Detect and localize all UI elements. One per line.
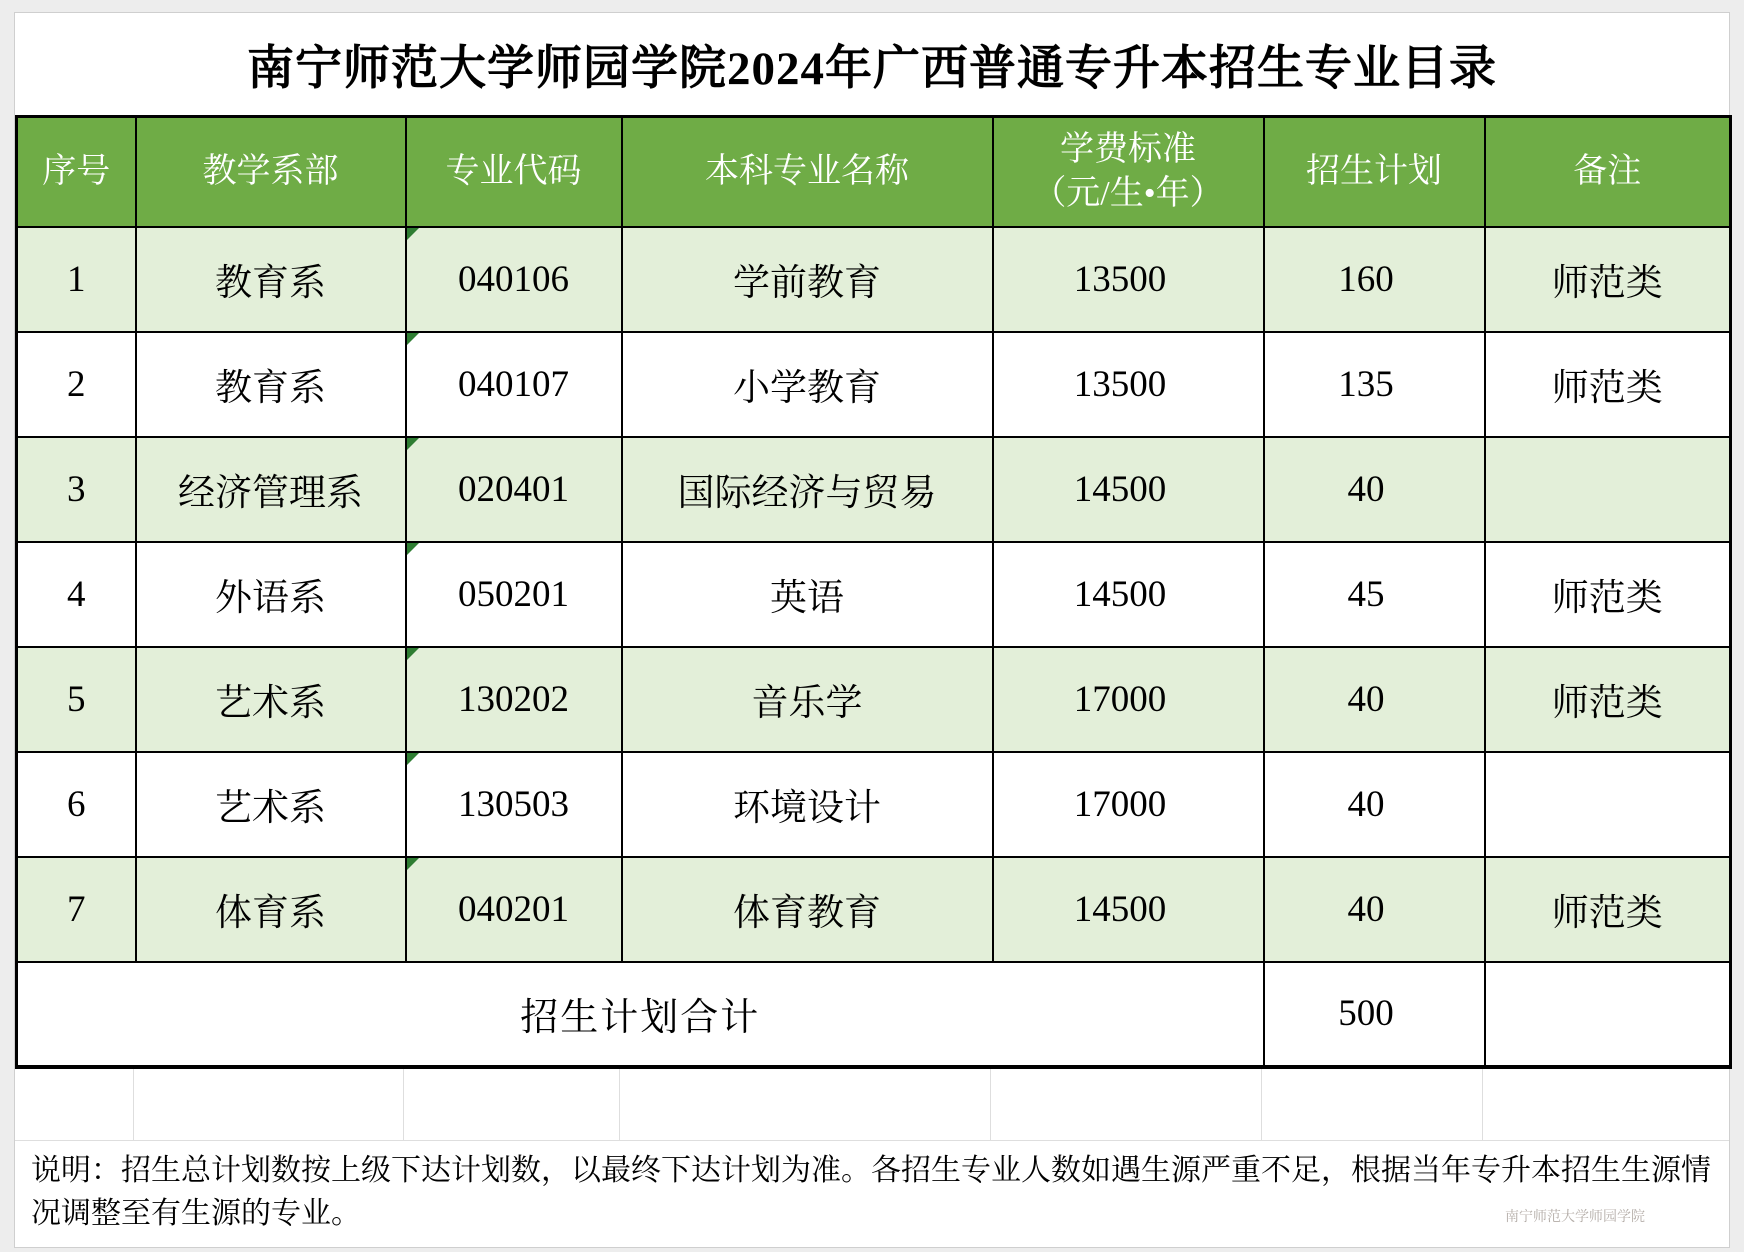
cell-code xyxy=(406,647,622,752)
table-row xyxy=(17,647,1731,752)
cell-major: 体育教育 xyxy=(622,857,993,962)
cell-remark: 师范类 xyxy=(1485,647,1731,752)
cell-code xyxy=(406,227,622,332)
cell-major: 国际经济与贸易 xyxy=(622,437,993,542)
cell-major: 英语 xyxy=(622,542,993,647)
cell-tuition: 17000 xyxy=(993,647,1264,752)
cell-department: 教育系 xyxy=(136,332,406,437)
table-row xyxy=(17,752,1731,857)
empty-gridline-row xyxy=(15,1069,1729,1141)
cell-code-value: 130503 xyxy=(458,783,569,825)
cell-code-value: 050201 xyxy=(458,573,569,615)
cell-seq: 1 xyxy=(17,227,136,332)
cell-department: 经济管理系 xyxy=(136,437,406,542)
empty-cell xyxy=(991,1069,1262,1140)
cell-plan: 160 xyxy=(1264,227,1485,332)
cell-department: 艺术系 xyxy=(136,647,406,752)
cell-code-value: 040201 xyxy=(458,888,569,930)
cell-plan: 40 xyxy=(1264,647,1485,752)
cell-major: 学前教育 xyxy=(622,227,993,332)
text-format-triangle-icon xyxy=(407,543,419,555)
cell-code-value: 040107 xyxy=(458,363,569,405)
cell-department: 艺术系 xyxy=(136,752,406,857)
table-row xyxy=(17,227,1731,332)
cell-major: 小学教育 xyxy=(622,332,993,437)
total-plan-value: 500 xyxy=(1264,962,1485,1067)
cell-tuition: 13500 xyxy=(993,332,1264,437)
table-row xyxy=(17,542,1731,647)
text-format-triangle-icon xyxy=(407,648,419,660)
cell-tuition: 14500 xyxy=(993,437,1264,542)
empty-cell xyxy=(404,1069,620,1140)
footnote-text: 说明：招生总计划数按上级下达计划数，以最终下达计划为准。各招生专业人数如遇生源严重不足，根据当年专升本招生生源情况调整至有生源的专业。 xyxy=(31,1153,1711,1230)
cell-seq: 4 xyxy=(17,542,136,647)
empty-cell xyxy=(134,1069,404,1140)
text-format-triangle-icon xyxy=(407,858,419,870)
cell-code xyxy=(406,542,622,647)
cell-plan: 45 xyxy=(1264,542,1485,647)
table-row xyxy=(17,332,1731,437)
document-title-row xyxy=(15,13,1729,115)
col-header-tuition-line2: （元/生•年） xyxy=(1032,174,1224,212)
col-header-seq: 序号 xyxy=(17,117,136,227)
cell-remark: 师范类 xyxy=(1485,857,1731,962)
cell-code xyxy=(406,857,622,962)
admissions-catalog-table xyxy=(15,115,1732,1069)
cell-tuition: 13500 xyxy=(993,227,1264,332)
total-label: 招生计划合计 xyxy=(17,962,1264,1067)
cell-code xyxy=(406,752,622,857)
table-row xyxy=(17,857,1731,962)
footnote-block xyxy=(15,1141,1729,1241)
cell-plan: 40 xyxy=(1264,437,1485,542)
cell-major: 环境设计 xyxy=(622,752,993,857)
text-format-triangle-icon xyxy=(407,753,419,765)
cell-department: 体育系 xyxy=(136,857,406,962)
cell-seq: 7 xyxy=(17,857,136,962)
cell-seq: 2 xyxy=(17,332,136,437)
col-header-department: 教学系部 xyxy=(136,117,406,227)
cell-seq: 6 xyxy=(17,752,136,857)
col-header-plan: 招生计划 xyxy=(1264,117,1485,227)
cell-remark: 师范类 xyxy=(1485,542,1731,647)
empty-cell xyxy=(15,1069,134,1140)
page-title: 南宁师范大学师园学院2024年广西普通专升本招生专业目录 xyxy=(247,42,1497,95)
watermark-text: 南宁师范大学师园学院 xyxy=(1505,1209,1645,1225)
col-header-tuition-line1: 学费标准 xyxy=(1060,130,1196,168)
text-format-triangle-icon xyxy=(407,438,419,450)
cell-code xyxy=(406,332,622,437)
cell-department: 外语系 xyxy=(136,542,406,647)
cell-tuition: 14500 xyxy=(993,542,1264,647)
cell-tuition: 17000 xyxy=(993,752,1264,857)
cell-remark xyxy=(1485,437,1731,542)
cell-remark xyxy=(1485,752,1731,857)
cell-plan: 40 xyxy=(1264,857,1485,962)
col-header-major: 本科专业名称 xyxy=(622,117,993,227)
col-header-tuition xyxy=(993,117,1264,227)
table-row xyxy=(17,437,1731,542)
cell-code-value: 040106 xyxy=(458,258,569,300)
cell-plan: 135 xyxy=(1264,332,1485,437)
cell-department: 教育系 xyxy=(136,227,406,332)
empty-cell xyxy=(1483,1069,1729,1140)
cell-remark: 师范类 xyxy=(1485,332,1731,437)
header-row xyxy=(17,117,1731,227)
empty-cell xyxy=(1262,1069,1483,1140)
cell-major: 音乐学 xyxy=(622,647,993,752)
text-format-triangle-icon xyxy=(407,228,419,240)
cell-seq: 3 xyxy=(17,437,136,542)
col-header-code: 专业代码 xyxy=(406,117,622,227)
total-remark xyxy=(1485,962,1731,1067)
cell-tuition: 14500 xyxy=(993,857,1264,962)
cell-plan: 40 xyxy=(1264,752,1485,857)
cell-seq: 5 xyxy=(17,647,136,752)
cell-code-value: 130202 xyxy=(458,678,569,720)
text-format-triangle-icon xyxy=(407,333,419,345)
col-header-remark: 备注 xyxy=(1485,117,1731,227)
cell-code xyxy=(406,437,622,542)
cell-code-value: 020401 xyxy=(458,468,569,510)
total-row xyxy=(17,962,1731,1067)
empty-cell xyxy=(620,1069,991,1140)
cell-remark: 师范类 xyxy=(1485,227,1731,332)
spreadsheet-page xyxy=(14,12,1730,1248)
